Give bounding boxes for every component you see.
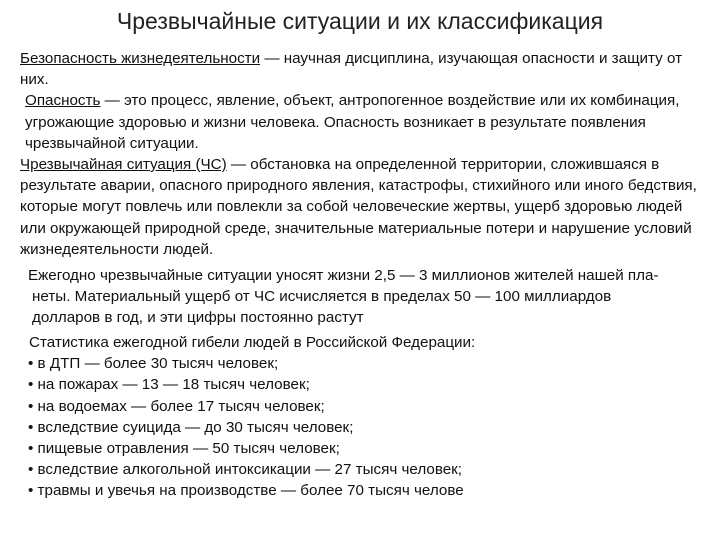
annual-line-1: Ежегодно чрезвычайные ситуации уносят жизни 2,5 — 3 миллионов жителей нашей пла- — [28, 267, 659, 284]
slide-title: Чрезвычайные ситуации и их классификация — [116, 8, 604, 34]
stats-item: • вследствие алкогольной интоксикации — 27 тысяч человек; — [28, 461, 463, 479]
annual-line-3: долларов в год, и эти цифры постоянно растут — [32, 309, 364, 327]
term-danger: Опасность — [25, 92, 101, 110]
stats-item: • вследствие суицида — до 30 тысяч человек; — [28, 418, 354, 436]
stats-item: • травмы и увечья на производстве — более 70 тысяч челове — [28, 482, 464, 500]
stats-item: • пищевые отравления — 50 тысяч человек; — [28, 440, 340, 458]
definition-danger — [20, 90, 708, 154]
stats-item: • в ДТП — более 30 тысяч человек; — [28, 355, 279, 373]
definition-life-safety — [20, 48, 708, 90]
annual-line-2: неты. Материальный ущерб от ЧС исчисляется в пределах 50 — 100 миллиардов — [32, 288, 612, 306]
definition-danger-text: — это процесс, явление, объект, антропогенное воздействие или их комбинация, угрожающие здоровью и жизни человека. Опасность возникает в результате появления чрезвычайной ситуации. — [25, 92, 680, 152]
term-emergency: Чрезвычайная ситуация (ЧС) — [20, 156, 227, 174]
term-life-safety: Безопасность жизнедеятельности — [20, 50, 261, 67]
definition-emergency — [20, 154, 708, 260]
definition-life-safety-text: — научная дисциплина, изучающая опасности и защиту от них. — [20, 50, 683, 89]
definition-emergency-text: — обстановка на определенной территории, сложившаяся в результате аварии, опасного природного явления, катастрофы, стихийного или иного бедствия, которые могут повлечь или повлекли за собой человеческие жертвы, ущерб здоровью людей или окружающей природной среде, значительные материальные потери и нарушение условий жизнедеятельности людей. — [20, 156, 697, 258]
stats-heading: Статистика ежегодной гибели людей в Российской Федерации: — [29, 334, 476, 351]
annual-paragraph — [28, 265, 718, 329]
stats-item: • на водоемах — более 17 тысяч человек; — [28, 397, 325, 415]
stats-item: • на пожарах — 13 — 18 тысяч человек; — [28, 376, 310, 394]
definitions-block — [20, 48, 708, 260]
stats-block — [28, 332, 718, 502]
